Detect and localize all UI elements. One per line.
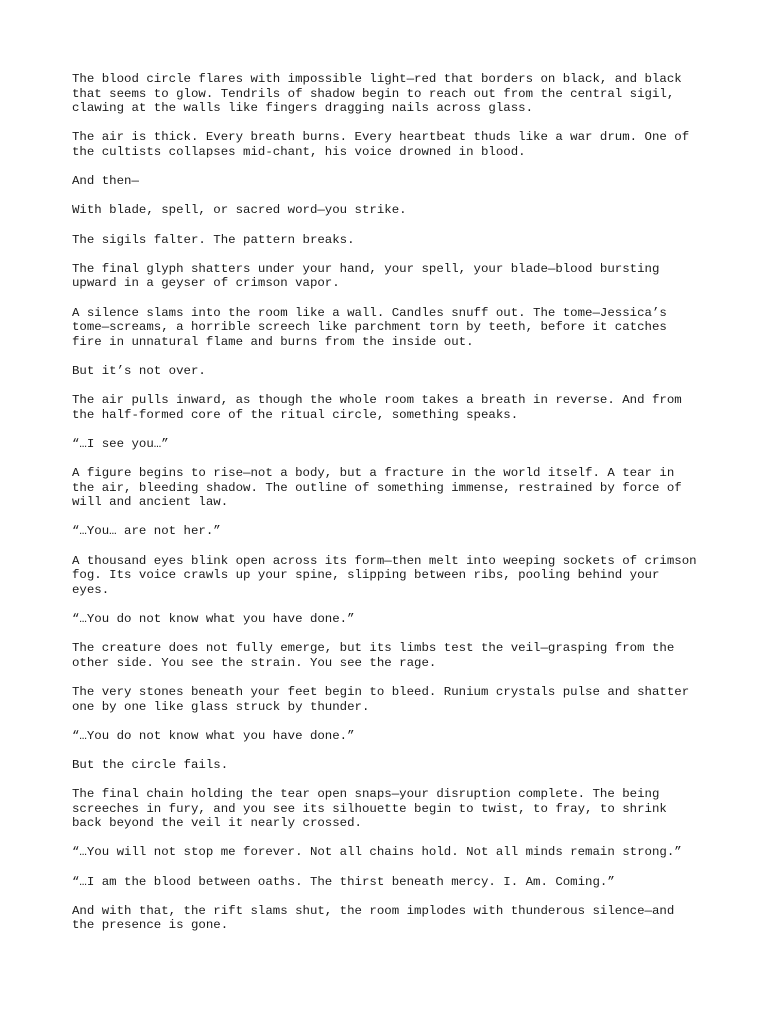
paragraph: A figure begins to rise—not a body, but a fracture in the world itself. A tear in the air, bleeding shadow. The outline of something immense, restrained by force of will and ancient law.: [72, 466, 682, 510]
paragraph: The blood circle flares with impossible light—red that borders on black, and black that seems to glow. Tendrils of shadow begin to reach out from the central sigil, clawing at the walls like fingers dragging nails across glass.: [72, 72, 682, 116]
paragraph: A thousand eyes blink open across its form—then melt into weeping sockets of crimson fog. Its voice crawls up your spine, slipping between ribs, pooling behind your eyes.: [72, 553, 697, 597]
paragraph: The final chain holding the tear open snaps—your disruption complete. The being screeches in fury, and you see its silhouette begin to twist, to fray, to shrink back beyond the veil it nearly crossed.: [72, 787, 667, 831]
paragraph: “…You do not know what you have done.”: [72, 611, 355, 626]
paragraph: But the circle fails.: [72, 757, 229, 772]
paragraph: “…You will not stop me forever. Not all chains hold. Not all minds remain strong.”: [72, 845, 682, 860]
paragraph: And with that, the rift slams shut, the room implodes with thunderous silence—and the presence is gone.: [72, 903, 675, 933]
paragraph: A silence slams into the room like a wall. Candles snuff out. The tome—Jessica’s tome—screams, a horrible screech like parchment torn by teeth, before it catches fire in unnatural flame and burns from the inside out.: [72, 305, 667, 349]
paragraph: The air pulls inward, as though the whole room takes a breath in reverse. And from the half-formed core of the ritual circle, something speaks.: [72, 393, 682, 422]
paragraph: The air is thick. Every breath burns. Every heartbeat thuds like a war drum. One of the cultists collapses mid-chant, his voice drowned in blood.: [72, 130, 690, 159]
paragraph: The very stones beneath your feet begin to bleed. Runium crystals pulse and shatter one by one like glass struck by thunder.: [72, 684, 690, 714]
paragraph: “…I am the blood between oaths. The thirst beneath mercy. I. Am. Coming.”: [72, 874, 615, 889]
paragraph: With blade, spell, or sacred word—you strike.: [72, 203, 407, 218]
paragraph: The sigils falter. The pattern breaks.: [72, 232, 355, 247]
paragraph: “…You… are not her.”: [72, 524, 221, 539]
document-page: [72, 72, 702, 948]
paragraph: The creature does not fully emerge, but its limbs test the veil—grasping from the other side. You see the strain. You see the rage.: [72, 641, 675, 670]
paragraph: But it’s not over.: [72, 363, 206, 378]
paragraph: And then—: [72, 174, 139, 189]
paragraph: The final glyph shatters under your hand, your spell, your blade—blood bursting upward in a geyser of crimson vapor.: [72, 261, 660, 291]
paragraph: “…You do not know what you have done.”: [72, 728, 355, 743]
paragraph: “…I see you…”: [72, 436, 169, 451]
